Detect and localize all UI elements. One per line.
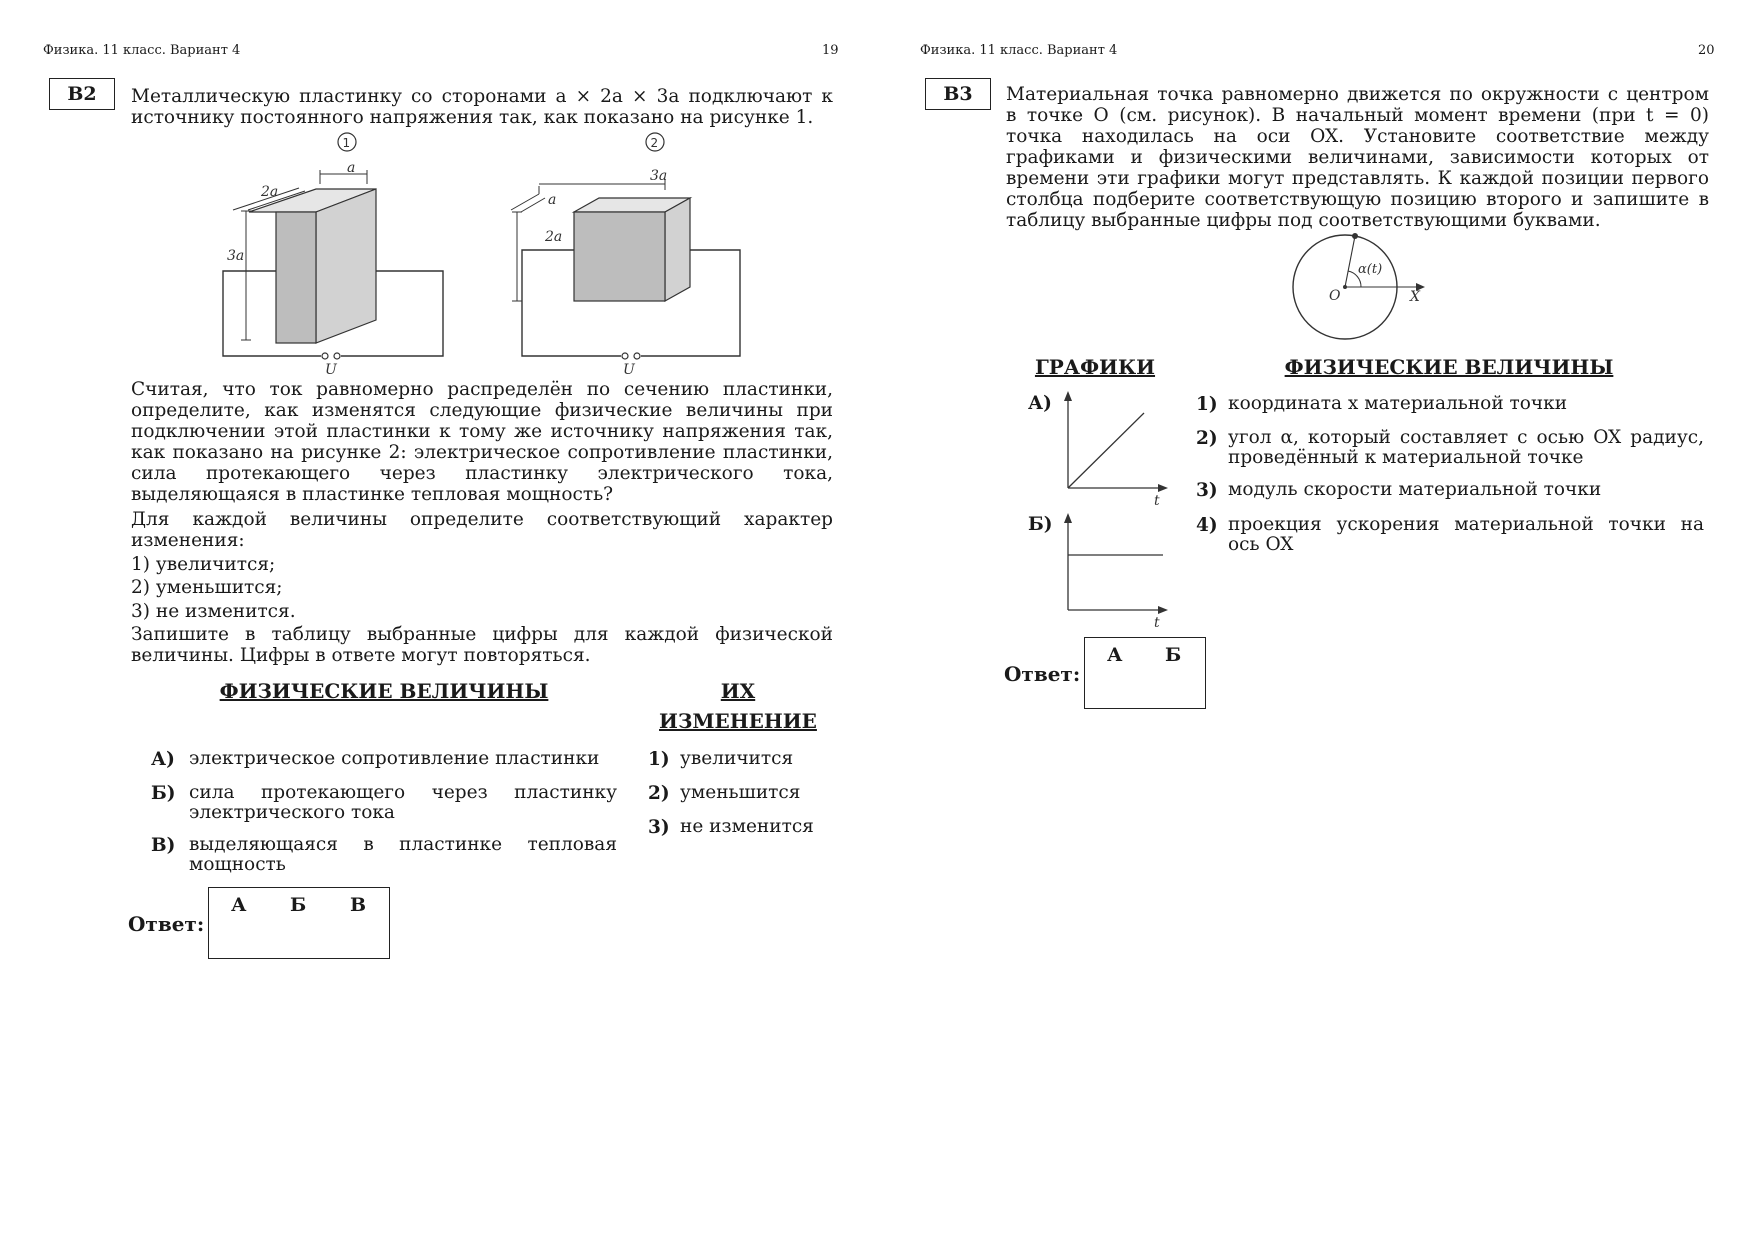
change-key: 1) — [648, 749, 670, 770]
change-text: уменьшится — [680, 782, 801, 803]
circle-label-X: X — [1410, 289, 1420, 305]
page-header: Физика. 11 класс. Вариант 4 — [920, 43, 1118, 58]
quantity-text: координата x материальной точки — [1228, 393, 1568, 414]
figure-1-plate-circuit — [215, 128, 455, 376]
answer-col-a: А — [1107, 644, 1123, 666]
figure-2-plate-circuit — [515, 128, 765, 376]
graph-a-t-label: t — [1154, 493, 1160, 509]
fig1-label-U: U — [325, 362, 337, 378]
fig2-label-a: a — [548, 192, 557, 208]
svg-text:2: 2 — [650, 136, 659, 150]
circle-label-O: O — [1329, 288, 1341, 304]
quantity-text: проекция ускорения материальной точки на ось OX — [1228, 514, 1704, 555]
answer-label: Ответ: — [128, 912, 205, 936]
fig2-label-3a: 3a — [650, 168, 668, 184]
svg-text:1: 1 — [342, 136, 351, 150]
task-label: B2 — [49, 78, 115, 110]
col-title-quantities: ФИЗИЧЕСКИЕ ВЕЛИЧИНЫ — [219, 679, 549, 703]
task-label: B3 — [925, 78, 991, 110]
task-instruction: Для каждой величины определите соответствующий характер изменения: — [131, 509, 833, 551]
page-number: 20 — [1698, 43, 1715, 58]
answer-label: Ответ: — [1004, 662, 1081, 686]
task-intro: Металлическую пластинку со сторонами a × 2a × 3a подключают к источнику постоянного напряжения так, как показано на рисунке 1. — [131, 86, 833, 128]
col-title-graphs: ГРАФИКИ — [1034, 355, 1156, 379]
col-title-change-2: ИЗМЕНЕНИЕ — [659, 709, 817, 733]
figure-number-2 — [646, 133, 664, 151]
circle-motion-figure — [1285, 232, 1445, 344]
graph-key: Б) — [1028, 514, 1053, 535]
change-text: увеличится — [680, 748, 794, 769]
task-outro: Запишите в таблицу выбранные цифры для каждой физической величины. Цифры в ответе могут повторяться. — [131, 624, 833, 666]
quantity-key: 4) — [1196, 515, 1218, 536]
col-title-quantities: ФИЗИЧЕСКИЕ ВЕЛИЧИНЫ — [1284, 355, 1614, 379]
graph-a-increasing — [1058, 388, 1173, 508]
fig2-label-2a: 2a — [545, 229, 563, 245]
option-2: 2) уменьшится; — [131, 577, 283, 598]
figure-number-1 — [338, 133, 356, 151]
quantity-key: 2) — [1196, 428, 1218, 449]
quantity-text: выделяющаяся в пластинке тепловая мощность — [189, 834, 617, 875]
fig1-label-a: a — [347, 160, 356, 176]
answer-col-v: В — [350, 894, 367, 916]
col-title-change-1: ИХ — [720, 679, 756, 703]
quantity-key: 1) — [1196, 394, 1218, 415]
change-key: 2) — [648, 783, 670, 804]
fig2-label-U: U — [623, 362, 635, 378]
page-number: 19 — [822, 43, 839, 58]
change-text: не изменится — [680, 816, 814, 837]
task-intro: Материальная точка равномерно движется по окружности с центром в точке O (см. рисунок). В начальный момент времени (при t = 0) точка находилась на оси OX. Установите соответствие между графиками и физическими величинами, зависимости которых от времени эти графики могут представлять. К каждой позиции первого столбца подберите соответствующую позицию второго и запишите в таблицу выбранные цифры под соответствующими буквами. — [1006, 84, 1709, 231]
graph-b-constant — [1058, 510, 1173, 630]
circle-label-alpha: α(t) — [1358, 262, 1383, 277]
graph-b-t-label: t — [1154, 615, 1160, 631]
change-key: 3) — [648, 817, 670, 838]
quantity-key: В) — [151, 835, 176, 856]
answer-table[interactable] — [208, 887, 390, 959]
task-body: Считая, что ток равномерно распределён по сечению пластинки, определите, как изменятся следующие физические величины при подключении этой пластинки к тому же источнику напряжения так, как показано на рисунке 2: электрическое сопротивление пластинки, сила протекающего через пластинку электрического тока, выделяющаяся в пластинке тепловая мощность? — [131, 379, 833, 505]
answer-table[interactable] — [1084, 637, 1206, 709]
fig1-label-2a: 2a — [261, 184, 279, 200]
graph-key: А) — [1028, 393, 1052, 414]
quantity-key: А) — [151, 749, 175, 770]
option-1: 1) увеличится; — [131, 554, 276, 575]
quantity-key: Б) — [151, 783, 176, 804]
answer-col-b: Б — [1165, 644, 1182, 666]
quantity-text: электрическое сопротивление пластинки — [189, 748, 600, 769]
answer-col-b: Б — [290, 894, 307, 916]
quantity-text: модуль скорости материальной точки — [1228, 479, 1602, 500]
fig1-label-3a: 3a — [227, 248, 245, 264]
quantity-text: сила протекающего через пластинку электрического тока — [189, 782, 617, 823]
option-3: 3) не изменится. — [131, 601, 296, 622]
quantity-key: 3) — [1196, 480, 1218, 501]
page-header: Физика. 11 класс. Вариант 4 — [43, 43, 241, 58]
quantity-text: угол α, который составляет с осью OX радиус, проведённый к материальной точке — [1228, 427, 1704, 468]
answer-col-a: А — [231, 894, 247, 916]
